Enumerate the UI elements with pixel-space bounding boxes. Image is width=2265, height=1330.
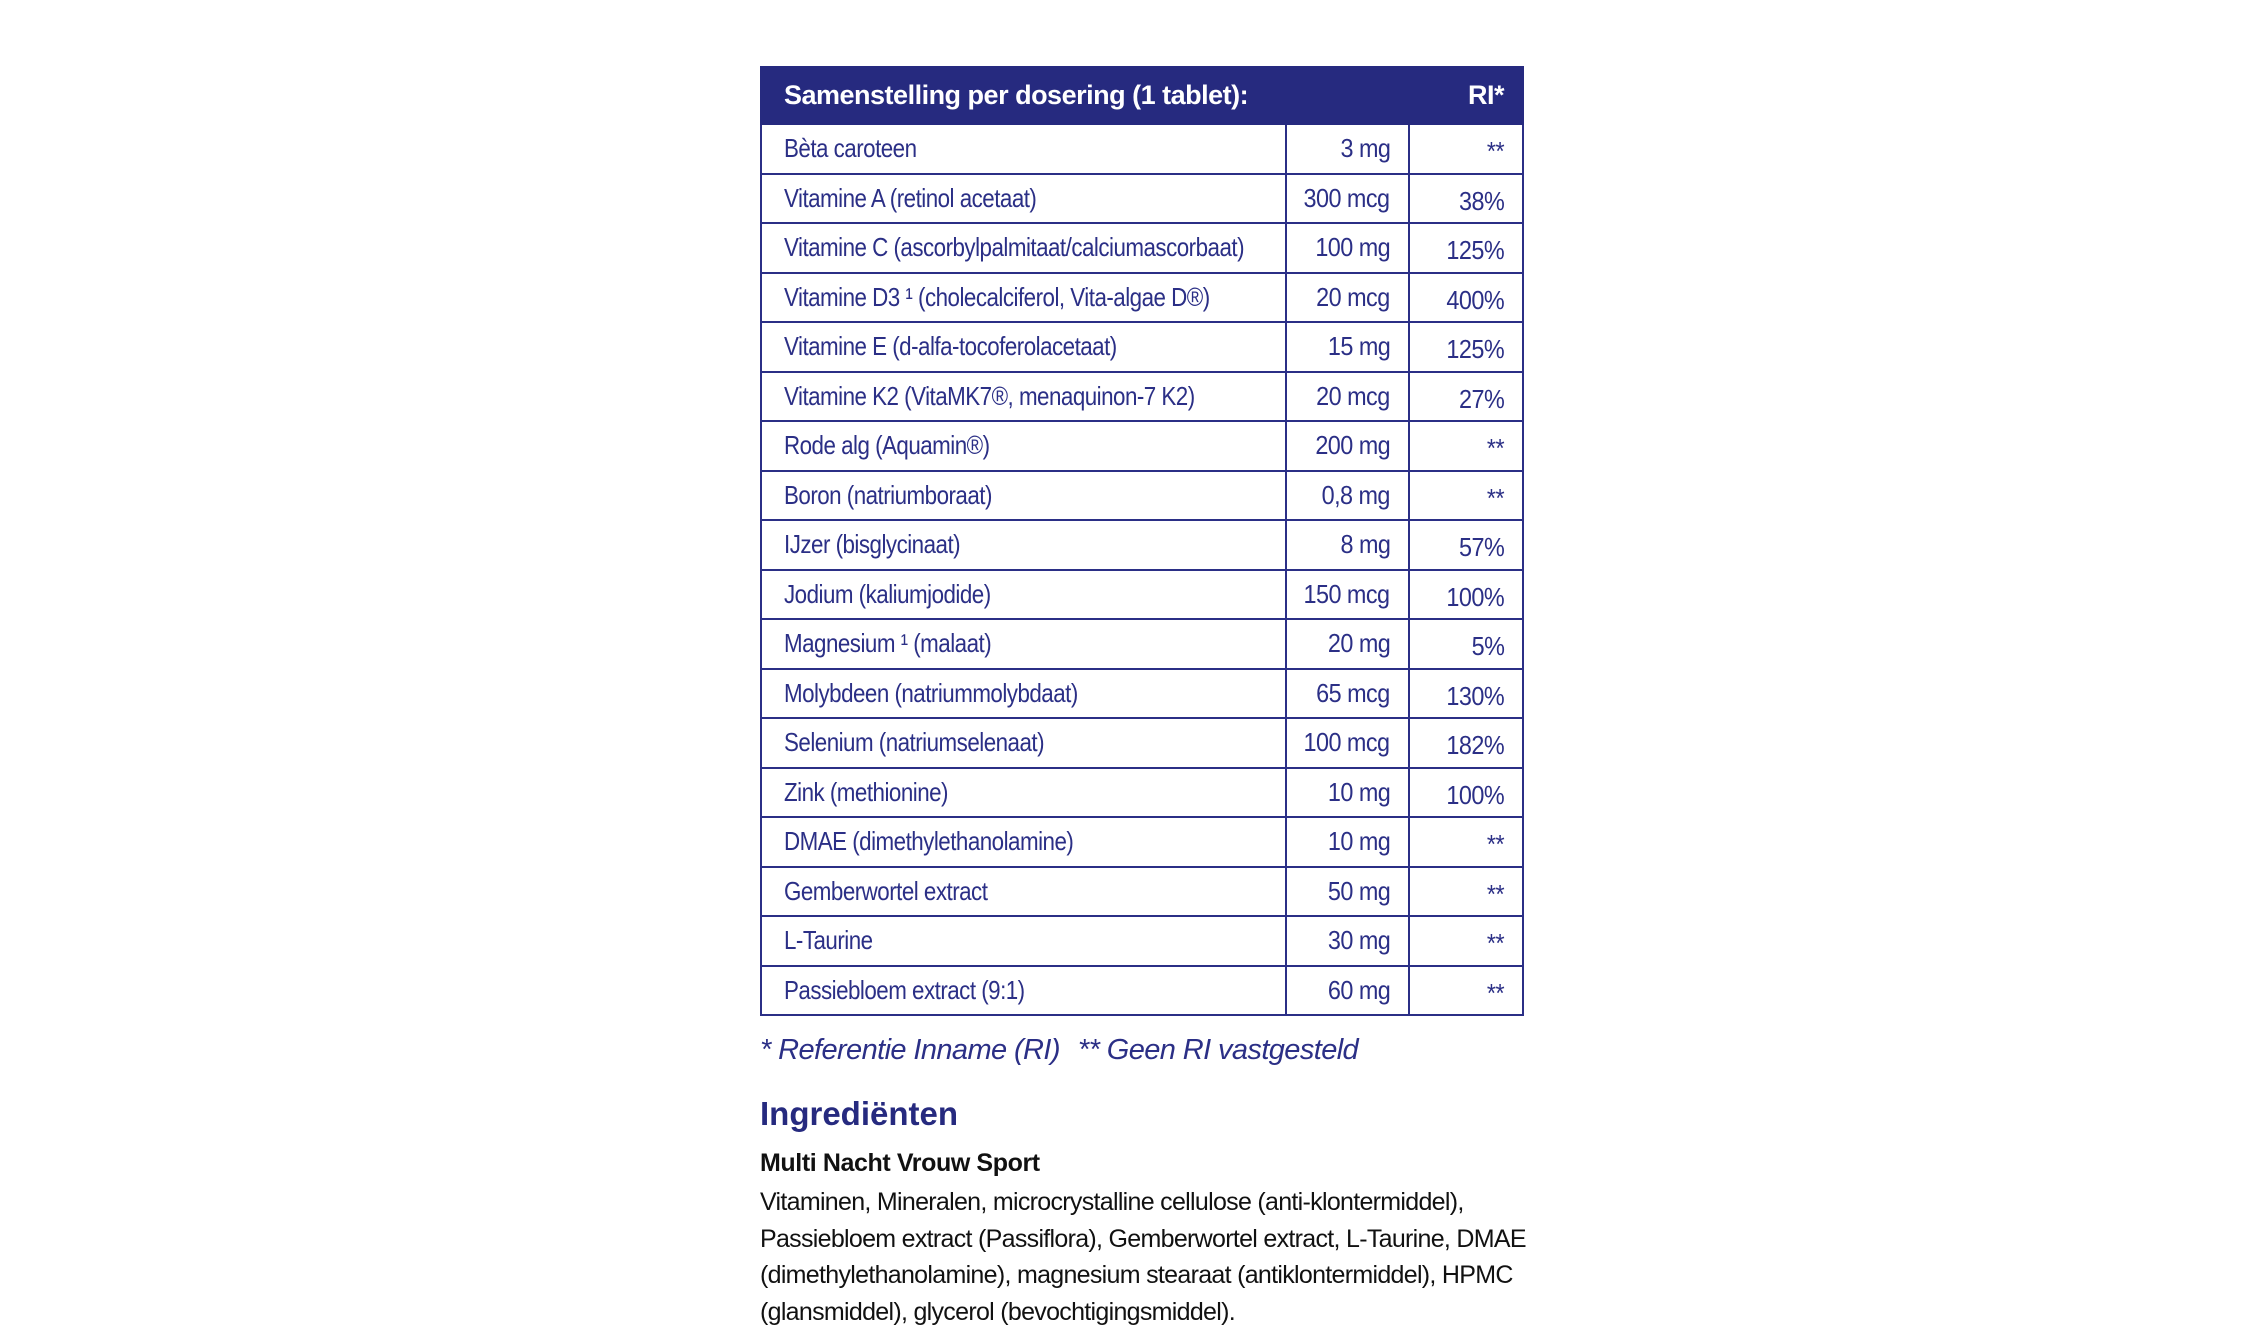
nutrient-amount: 0,8 mg	[1321, 479, 1390, 510]
table-row	[761, 619, 1523, 669]
nutrient-name-cell	[761, 718, 1286, 768]
nutrient-ri: 38%	[1458, 185, 1504, 216]
nutrient-ri: **	[1486, 928, 1504, 959]
nutrient-name: Zink (methionine)	[784, 776, 948, 807]
table-row	[761, 768, 1523, 818]
ingredients-list: Vitaminen, Mineralen, microcrystalline cellulose (anti-klontermiddel), Passiebloem extract (Passiflora), Gemberwortel extract, L-Taurine, DMAE (dimethylethanolamine), magnesium stearaat (antiklontermiddel), HPMC (glansmiddel), glycerol (bevochtigingsmiddel).	[760, 1188, 1526, 1326]
nutrient-name-cell	[761, 421, 1286, 471]
nutrient-ri: **	[1486, 433, 1504, 464]
nutrient-name-cell	[761, 520, 1286, 570]
nutrient-amount: 150 mcg	[1304, 578, 1390, 609]
product-name: Multi Nacht Vrouw Sport	[760, 1149, 1040, 1177]
nutrient-amount: 8 mg	[1340, 529, 1390, 560]
nutrient-amount: 65 mcg	[1316, 677, 1390, 708]
nutrient-name-cell	[761, 619, 1286, 669]
table-row	[761, 421, 1523, 471]
composition-table	[760, 66, 1524, 1016]
nutrient-ri-cell	[1409, 669, 1523, 719]
nutrient-ri: 125%	[1446, 235, 1504, 266]
nutrient-ri-cell	[1409, 471, 1523, 521]
table-row	[761, 322, 1523, 372]
table-row	[761, 867, 1523, 917]
nutrient-amount-cell	[1286, 421, 1409, 471]
nutrient-ri-cell	[1409, 867, 1523, 917]
nutrient-name-cell	[761, 768, 1286, 818]
nutrient-amount-cell	[1286, 273, 1409, 323]
nutrient-amount: 30 mg	[1327, 925, 1390, 956]
table-row	[761, 174, 1523, 224]
nutrient-amount-cell	[1286, 570, 1409, 620]
nutrient-amount-cell	[1286, 124, 1409, 174]
nutrient-name: Molybdeen (natriummolybdaat)	[784, 677, 1078, 708]
nutrient-name: DMAE (dimethylethanolamine)	[784, 826, 1074, 857]
nutrient-amount: 20 mcg	[1316, 281, 1390, 312]
table-row	[761, 570, 1523, 620]
nutrient-ri: 130%	[1446, 680, 1504, 711]
nutrient-ri-cell	[1409, 768, 1523, 818]
nutrient-amount-cell	[1286, 619, 1409, 669]
nutrient-amount-cell	[1286, 471, 1409, 521]
table-row	[761, 520, 1523, 570]
nutrient-ri-cell	[1409, 124, 1523, 174]
nutrient-name: Boron (natriumboraat)	[784, 479, 992, 510]
nutrient-name: Selenium (natriumselenaat)	[784, 727, 1045, 758]
ingredients-heading: Ingrediënten	[760, 1095, 959, 1132]
nutrient-name-cell	[761, 273, 1286, 323]
nutrient-ri: 5%	[1471, 631, 1504, 662]
nutrient-amount-cell	[1286, 223, 1409, 273]
nutrient-amount-cell	[1286, 520, 1409, 570]
nutrient-name-cell	[761, 817, 1286, 867]
nutrient-ri-cell	[1409, 223, 1523, 273]
nutrient-name: Vitamine C (ascorbylpalmitaat/calciumascorbaat)	[784, 232, 1245, 263]
nutrient-amount: 20 mcg	[1316, 380, 1390, 411]
nutrient-name: IJzer (bisglycinaat)	[784, 529, 961, 560]
table-header-row	[761, 67, 1523, 124]
nutrient-name: Vitamine A (retinol acetaat)	[784, 182, 1037, 213]
nutrient-name-cell	[761, 124, 1286, 174]
nutrient-name: Vitamine D3 ¹ (cholecalciferol, Vita-algae D®)	[784, 281, 1210, 312]
nutrient-amount: 10 mg	[1327, 826, 1390, 857]
nutrient-name: Bèta caroteen	[784, 133, 917, 164]
nutrient-amount-cell	[1286, 174, 1409, 224]
nutrient-name-cell	[761, 966, 1286, 1016]
nutrient-ri-cell	[1409, 966, 1523, 1016]
table-row	[761, 916, 1523, 966]
nutrient-name-cell	[761, 916, 1286, 966]
nutrient-ri: **	[1486, 977, 1504, 1008]
nutrient-name: Vitamine E (d-alfa-tocoferolacetaat)	[784, 331, 1117, 362]
nutrient-name: Rode alg (Aquamin®)	[784, 430, 990, 461]
nutrient-ri-cell	[1409, 421, 1523, 471]
nutrient-amount: 100 mcg	[1304, 727, 1390, 758]
table-header-ri: RI*	[1409, 67, 1523, 124]
nutrient-amount: 15 mg	[1327, 331, 1390, 362]
nutrient-amount-cell	[1286, 372, 1409, 422]
nutrient-name-cell	[761, 867, 1286, 917]
nutrient-amount: 50 mg	[1327, 875, 1390, 906]
nutrient-ri: **	[1486, 878, 1504, 909]
table-row	[761, 718, 1523, 768]
nutrient-ri-cell	[1409, 174, 1523, 224]
nutrient-ri: 57%	[1458, 532, 1504, 563]
nutrient-amount: 300 mcg	[1304, 182, 1390, 213]
nutrient-ri: 100%	[1446, 581, 1504, 612]
nutrient-ri-cell	[1409, 322, 1523, 372]
nutrient-amount-cell	[1286, 817, 1409, 867]
nutrient-name: Passiebloem extract (9:1)	[784, 974, 1025, 1005]
nutrient-amount-cell	[1286, 966, 1409, 1016]
nutrient-amount-cell	[1286, 669, 1409, 719]
table-row	[761, 223, 1523, 273]
nutrient-name-cell	[761, 322, 1286, 372]
nutrient-ri: **	[1486, 829, 1504, 860]
nutrient-ri-cell	[1409, 520, 1523, 570]
nutrient-amount: 100 mg	[1315, 232, 1390, 263]
nutrient-amount: 60 mg	[1327, 974, 1390, 1005]
table-row	[761, 471, 1523, 521]
nutrient-amount-cell	[1286, 916, 1409, 966]
nutrient-amount: 200 mg	[1315, 430, 1390, 461]
table-row	[761, 124, 1523, 174]
nutrient-name-cell	[761, 471, 1286, 521]
nutrient-ri-cell	[1409, 570, 1523, 620]
ri-footnote	[760, 1034, 1522, 1067]
nutrient-name: Gemberwortel extract	[784, 875, 988, 906]
nutrient-ri-cell	[1409, 273, 1523, 323]
nutrient-ri: 27%	[1458, 383, 1504, 414]
nutrient-amount: 3 mg	[1340, 133, 1390, 164]
supplement-facts-panel	[760, 66, 1526, 1330]
table-body	[761, 124, 1523, 1015]
nutrient-name-cell	[761, 570, 1286, 620]
nutrient-ri-cell	[1409, 817, 1523, 867]
nutrient-ri-cell	[1409, 718, 1523, 768]
table-row	[761, 273, 1523, 323]
nutrient-name-cell	[761, 372, 1286, 422]
nutrient-ri: **	[1486, 136, 1504, 167]
nutrient-amount-cell	[1286, 867, 1409, 917]
table-header-label: Samenstelling per dosering (1 tablet):	[761, 67, 1409, 124]
nutrient-name: Magnesium ¹ (malaat)	[784, 628, 992, 659]
nutrient-ri: 125%	[1446, 334, 1504, 365]
nutrient-ri: 182%	[1446, 730, 1504, 761]
nutrient-amount-cell	[1286, 322, 1409, 372]
nutrient-name: L-Taurine	[784, 925, 873, 956]
nutrient-amount: 10 mg	[1327, 776, 1390, 807]
nutrient-ri-cell	[1409, 916, 1523, 966]
nutrient-ri: 100%	[1446, 779, 1504, 810]
nutrient-amount-cell	[1286, 718, 1409, 768]
nutrient-name-cell	[761, 223, 1286, 273]
nutrient-name-cell	[761, 669, 1286, 719]
nutrient-ri-cell	[1409, 619, 1523, 669]
ri-definition-note: * Referentie Inname (RI)	[760, 1034, 1060, 1066]
no-ri-note: ** Geen RI vastgesteld	[1077, 1034, 1359, 1066]
table-row	[761, 372, 1523, 422]
nutrient-ri: 400%	[1446, 284, 1504, 315]
table-row	[761, 966, 1523, 1016]
nutrient-name: Vitamine K2 (VitaMK7®, menaquinon-7 K2)	[784, 380, 1195, 411]
nutrient-amount-cell	[1286, 768, 1409, 818]
table-row	[761, 669, 1523, 719]
nutrient-ri-cell	[1409, 372, 1523, 422]
nutrient-amount: 20 mg	[1327, 628, 1390, 659]
nutrient-name-cell	[761, 174, 1286, 224]
table-row	[761, 817, 1523, 867]
nutrient-ri: **	[1486, 482, 1504, 513]
nutrient-name: Jodium (kaliumjodide)	[784, 578, 991, 609]
